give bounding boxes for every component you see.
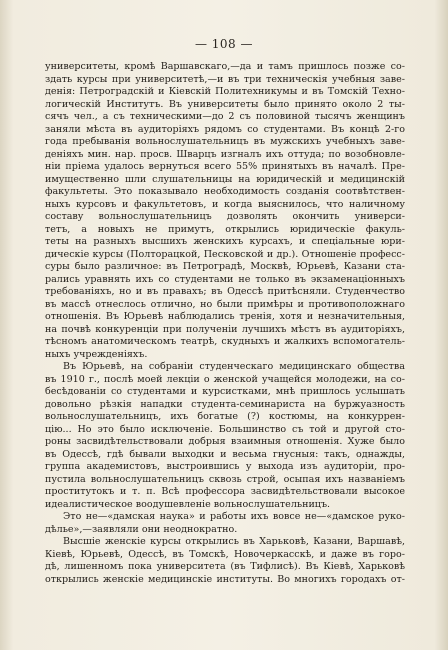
page-number: — 108 — — [194, 37, 254, 51]
text-line: денія: Петроградскій и Кіевскій Политехникумы и въ Томскій Техно- — [45, 86, 405, 97]
text-line: тетъ, а новыхъ не примутъ, открылись юридическіе факуль- — [45, 223, 405, 235]
text-line: университеты, кромѣ Варшавскаго,—да и тамъ пришлось позже со- — [45, 61, 405, 72]
text-line: деніяхъ мин. нар. просв. Шварцъ изгналъ ихъ оттуда; по возобновле- — [45, 148, 405, 160]
text-line: теты на разныхъ высшихъ женскихъ курсахъ, и спеціальные юри- — [45, 236, 405, 247]
paragraph — [45, 361, 405, 511]
text-line: проститутокъ и т. п. Всѣ профессора засвидѣтельствовали высокое — [45, 486, 405, 497]
text-line: въ Одессѣ, гдѣ бывали выходки и весьма гнусныя: такъ, однажды, — [45, 448, 405, 460]
text-line: группа академистовъ, выстроившись у выхода изъ аудиторіи, про- — [45, 461, 405, 472]
text-line: факультеты. Это показывало необходимость созданія соотвѣтствен- — [45, 186, 405, 197]
text-line: Это не—«дамская наука» и работы ихъ вовсе не—«дамское руко- — [63, 511, 405, 522]
text-line: отношенія. Въ Юрьевѣ наблюдались тренія, хотя и незначительныя, — [45, 311, 405, 322]
text-line: дѣлье»,—заявляли они неоднократно. — [45, 523, 238, 535]
text-line: Высшіе женскіе курсы открылись въ Харьковѣ, Казани, Варшавѣ, — [63, 536, 405, 547]
text-line: Въ Юрьевѣ, на собраніи студенческаго медицинскаго общества — [63, 361, 405, 372]
body-text — [45, 61, 405, 586]
text-line: роны засвидѣтельствовали добрыя взаимныя отношенія. Хуже было — [45, 436, 405, 447]
text-line: идеалистическое воодушевленіе вольнослушательницъ. — [45, 498, 331, 510]
text-line: на почвѣ конкуренціи при полученіи лучшихъ мѣстъ въ аудиторіяхъ, — [45, 323, 405, 335]
text-line: сячъ чел., а съ техническими—до 2 съ половиной тысячъ женщинъ — [45, 111, 405, 122]
text-line: заняли мѣста въ аудиторіяхъ рядомъ со студентами. Въ концѣ 2-го — [45, 123, 405, 135]
paragraph — [45, 61, 405, 361]
text-line: открылись женскіе медицинскіе институты. Во многихъ городахъ от- — [45, 573, 405, 585]
text-line: ныхъ курсовъ и факультетовъ, и когда выяснилось, что наличному — [45, 198, 405, 210]
text-line: ныхъ учрежденіяхъ. — [45, 348, 148, 360]
text-line: составу вольнослушательницъ дозволять окончить универси- — [45, 211, 405, 222]
text-line: года пребыванія вольнослушательницъ въ мужскихъ учебныхъ заве- — [45, 136, 405, 147]
text-line: суры было различное: въ Петроградѣ, Москвѣ, Юрьевѣ, Казани ста- — [45, 261, 405, 272]
text-line: довольно рѣзкія нападки студента-семинариста на буржуазность — [45, 398, 405, 410]
text-line: требованіяхъ, но и въ правахъ; въ Одессѣ притѣсняли. Студенчество — [45, 286, 405, 297]
text-line: тѣсномъ анатомическомъ театрѣ, скудныхъ и жалкихъ вспомогатель- — [45, 336, 405, 347]
text-line: въ массѣ отнеслось отлично, но были примѣры и противоположнаго — [45, 298, 405, 310]
text-line: цію... Но это было исключеніе. Большинство съ той и другой сто- — [45, 423, 405, 435]
text-line: дическіе курсы (Полторацкой, Песковской и др.). Отношеніе професс- — [45, 248, 405, 260]
text-line: ніи пріема удалось вернуться всего 55% принятыхъ въ началѣ. Пре- — [45, 161, 405, 172]
paragraph — [45, 511, 405, 536]
text-line: здать курсы при университетѣ,—и въ три техническія учебныя заве- — [45, 73, 405, 85]
text-line: въ 1910 г., послѣ моей лекціи о женской учащейся молодежи, на со- — [45, 373, 405, 385]
text-line: логическій Институтъ. Въ университеты было принято около 2 ты- — [45, 98, 405, 110]
text-line: имущественно шли слушательницы на юридическій и медицинскій — [45, 173, 405, 185]
text-line: вольнослушательницъ, ихъ богатые (?) костюмы, на конкуррен- — [45, 411, 405, 422]
text-line: пустила вольнослушательницъ сквозь строй, осыпая ихъ названіемъ — [45, 473, 405, 485]
text-line: Кіевѣ, Юрьевѣ, Одессѣ, въ Томскѣ, Новочеркасскѣ, и даже въ горо- — [45, 548, 405, 560]
text-line: рались уравнять ихъ со студентами не только въ экзаменаціонныхъ — [45, 273, 405, 285]
paragraph — [45, 536, 405, 586]
text-line: дѣ, лишенномъ пока университета (въ Тифлисѣ). Въ Кіевѣ, Харьковѣ — [45, 561, 405, 572]
text-line: бесѣдованіи со студентами и курсистками, мнѣ пришлось услышать — [45, 386, 405, 397]
